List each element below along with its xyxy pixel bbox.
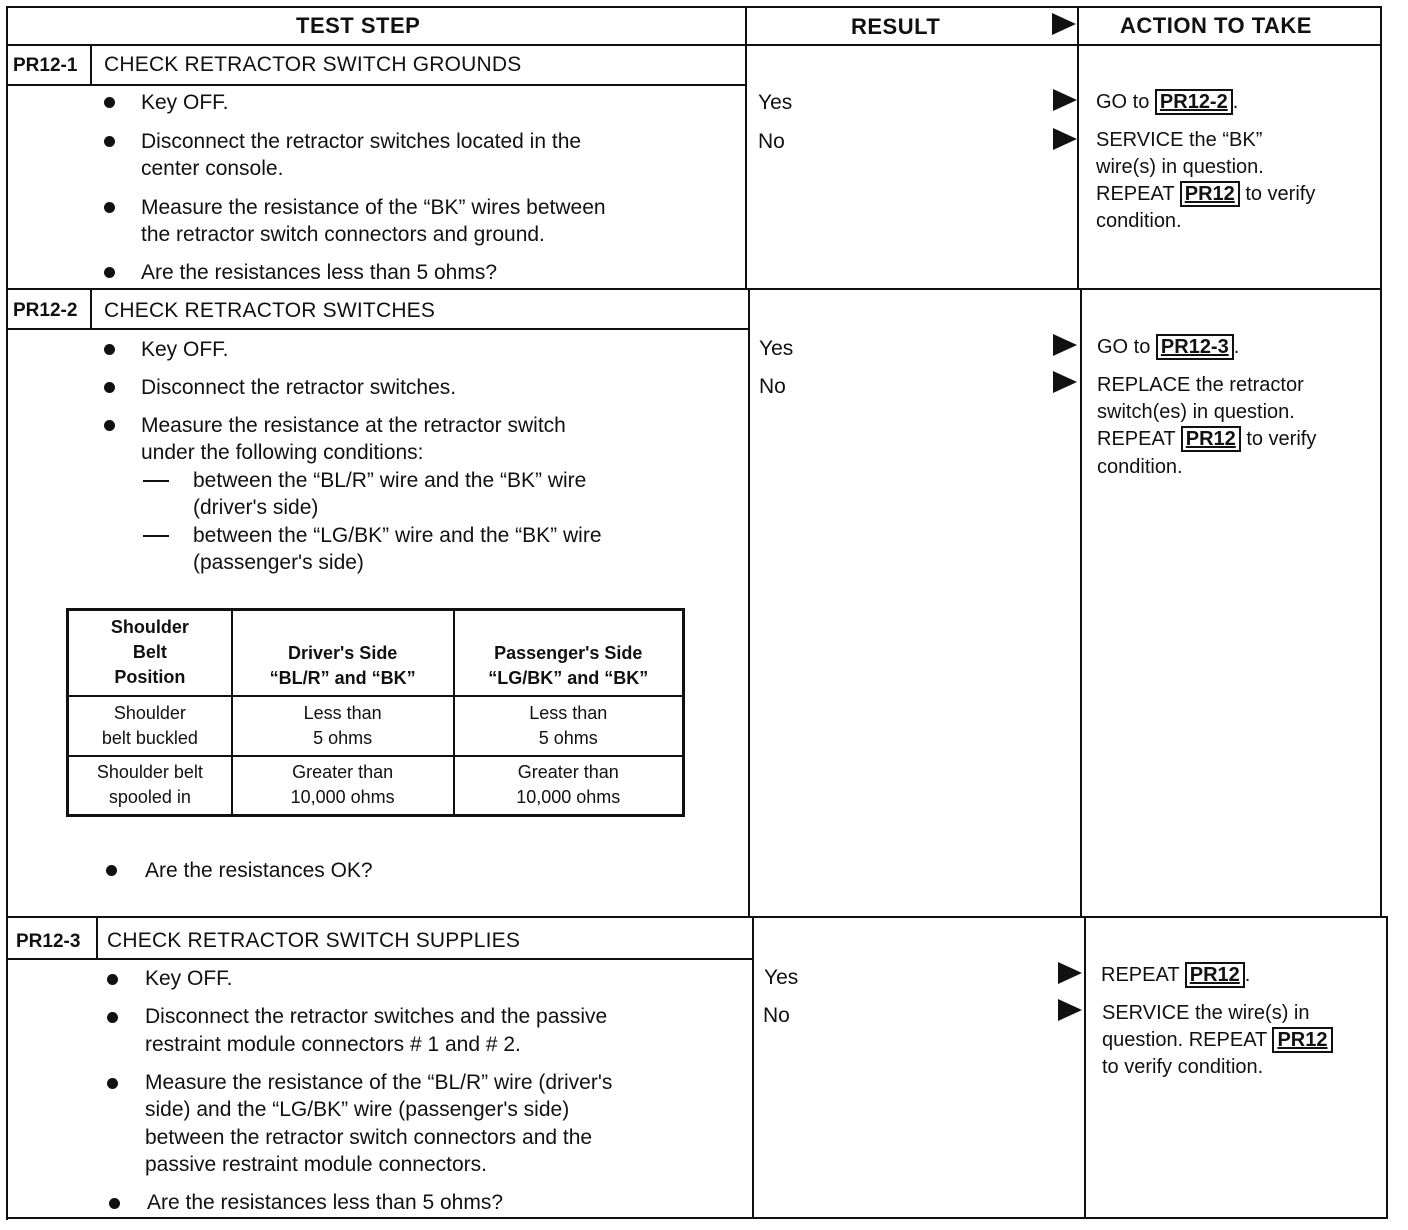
step-instruction: Disconnect the retractor switches and the passive	[145, 1005, 608, 1028]
table-cell-text: 10,000 ohms	[516, 787, 621, 808]
table-cell-text: Less than	[529, 702, 608, 723]
result-yes: Yes	[759, 337, 794, 360]
step-reference: PR12	[1180, 181, 1240, 207]
dash-icon	[143, 535, 169, 537]
step-reference: PR12-3	[1156, 334, 1234, 360]
bullet-icon	[104, 382, 115, 393]
step-id: PR12-2	[13, 300, 78, 321]
bullet-icon	[107, 1012, 118, 1023]
table-cell	[232, 696, 454, 756]
table-cell-text: Greater than	[517, 762, 619, 783]
step1-id-divider	[90, 46, 92, 84]
step1-bottom-line	[6, 288, 1382, 290]
step-instruction: Disconnect the retractor switches located in the	[141, 130, 582, 153]
arrow-icon	[1053, 371, 1077, 393]
arrow-icon	[1058, 999, 1082, 1021]
col-divider-action	[1077, 6, 1079, 290]
step-title: CHECK RETRACTOR SWITCHES	[104, 299, 436, 322]
action-repeat-line	[1097, 426, 1316, 453]
table-cell	[232, 756, 454, 816]
arrow-icon	[1058, 962, 1082, 984]
action-no-line: SERVICE the wire(s) in	[1102, 1002, 1310, 1024]
table-header-text: Passenger's Side	[494, 642, 643, 663]
step3-id-divider	[96, 918, 98, 958]
table-header-cell	[232, 610, 454, 696]
table-header-cell	[454, 610, 684, 696]
step-instruction: Disconnect the retractor switches.	[141, 376, 457, 399]
result-yes: Yes	[764, 966, 799, 989]
step-instruction: Key OFF.	[145, 967, 233, 990]
bottom-border	[6, 1217, 1388, 1219]
condition-line: (passenger's side)	[193, 551, 364, 574]
header-result: RESULT	[851, 14, 941, 39]
step-title: CHECK RETRACTOR SWITCH SUPPLIES	[107, 929, 521, 952]
step-question: Are the resistances less than 5 ohms?	[147, 1191, 504, 1214]
bullet-icon	[104, 420, 115, 431]
table-cell-text: 5 ohms	[538, 727, 598, 748]
action-no-line: condition.	[1096, 210, 1182, 232]
step-instruction: Measure the resistance of the “BL/R” wire (driver's	[145, 1071, 613, 1094]
table-cell-text: Shoulder belt	[96, 762, 203, 783]
bullet-icon	[104, 202, 115, 213]
step3-title-underline	[6, 958, 754, 960]
action-text: .	[1233, 336, 1240, 358]
table-header-cell	[68, 610, 232, 696]
bullet-icon	[109, 1198, 120, 1209]
result-yes: Yes	[758, 91, 793, 114]
action-yes	[1097, 334, 1239, 361]
arrow-icon	[1053, 89, 1077, 111]
table-cell-text: 10,000 ohms	[290, 787, 395, 808]
action-yes	[1101, 962, 1250, 989]
step-reference: PR12	[1181, 426, 1241, 452]
header-test-step: TEST STEP	[296, 13, 421, 38]
step-instruction: the retractor switch connectors and ground.	[141, 223, 545, 246]
arrow-icon	[1053, 128, 1077, 150]
table-cell	[68, 696, 232, 756]
bullet-icon	[104, 136, 115, 147]
step-reference: PR12-2	[1155, 89, 1233, 115]
action-text: REPEAT	[1101, 964, 1185, 986]
table-header-text: Shoulder	[110, 617, 189, 638]
table-row	[68, 756, 684, 816]
action-no-line: condition.	[1097, 456, 1183, 478]
step-instruction: under the following conditions:	[141, 441, 424, 464]
action-no-line: switch(es) in question.	[1097, 401, 1295, 423]
step-id: PR12-3	[16, 931, 81, 952]
action-text: REPEAT	[1097, 428, 1181, 450]
bullet-icon	[106, 865, 117, 876]
action-text: to verify	[1239, 183, 1316, 205]
action-text: to verify	[1240, 428, 1317, 450]
action-no-line: wire(s) in question.	[1096, 156, 1264, 178]
action-text: .	[1244, 964, 1251, 986]
action-text: GO to	[1097, 336, 1156, 358]
action-no-line: REPLACE the retractor	[1097, 374, 1304, 396]
action-repeat-line	[1102, 1027, 1333, 1054]
action-no-line: SERVICE the “BK”	[1096, 129, 1263, 151]
table-cell-text: Less than	[303, 702, 382, 723]
table-header-text: Position	[114, 667, 186, 688]
step-instruction: Measure the resistance of the “BK” wires between	[141, 196, 606, 219]
step2-bottom-line	[6, 916, 1388, 918]
step2-title-underline	[6, 328, 750, 330]
bullet-icon	[104, 267, 115, 278]
step-question: Are the resistances less than 5 ohms?	[141, 261, 498, 284]
bullet-icon	[107, 974, 118, 985]
step-id: PR12-1	[13, 55, 78, 76]
table-header-text: “BL/R” and “BK”	[269, 667, 416, 688]
table-row	[68, 696, 684, 756]
col-divider-result-3	[752, 918, 754, 1218]
bullet-icon	[104, 344, 115, 355]
step-instruction: center console.	[141, 157, 284, 180]
table-header-row	[68, 610, 684, 696]
top-border	[6, 6, 1382, 8]
col-divider-action-3	[1084, 918, 1086, 1218]
condition-line: between the “BL/R” wire and the “BK” wire	[193, 469, 587, 492]
table-cell-text: Greater than	[292, 762, 394, 783]
col-divider-result	[745, 6, 747, 290]
table-header-text: “LG/BK” and “BK”	[488, 667, 649, 688]
step-instruction: passive restraint module connectors.	[145, 1153, 487, 1176]
action-text: question. REPEAT	[1102, 1029, 1273, 1051]
header-bottom-line	[6, 44, 1382, 46]
step-question: Are the resistances OK?	[145, 859, 373, 882]
step-instruction: Measure the resistance at the retractor switch	[141, 414, 566, 437]
bullet-icon	[104, 97, 115, 108]
table-cell-text: 5 ohms	[313, 727, 373, 748]
table-cell-text: spooled in	[108, 787, 191, 808]
col-divider-result-2	[748, 290, 750, 918]
table-cell	[68, 756, 232, 816]
step2-id-divider	[90, 290, 92, 328]
right-border-lower	[1386, 916, 1388, 1218]
step-title: CHECK RETRACTOR SWITCH GROUNDS	[104, 53, 522, 76]
step-instruction: restraint module connectors # 1 and # 2.	[145, 1033, 521, 1056]
action-text: .	[1232, 91, 1239, 113]
step-instruction: between the retractor switch connectors and the	[145, 1126, 593, 1149]
step-instruction: side) and the “LG/BK” wire (passenger's side)	[145, 1098, 570, 1121]
bullet-icon	[107, 1078, 118, 1089]
condition-line: between the “LG/BK” wire and the “BK” wire	[193, 524, 602, 547]
arrow-icon	[1053, 334, 1077, 356]
table-header-text: Belt	[132, 642, 167, 663]
action-text: REPEAT	[1096, 183, 1180, 205]
table-cell-text: belt buckled	[101, 727, 198, 748]
condition-line: (driver's side)	[193, 496, 319, 519]
step-instruction: Key OFF.	[141, 338, 229, 361]
step-reference: PR12	[1272, 1027, 1332, 1053]
result-no: No	[758, 130, 785, 153]
table-cell-text: Shoulder	[113, 702, 186, 723]
table-header-text: Driver's Side	[287, 642, 398, 663]
action-repeat-line	[1096, 181, 1315, 208]
action-yes	[1096, 89, 1238, 116]
result-no: No	[759, 375, 786, 398]
action-no-line: to verify condition.	[1102, 1056, 1264, 1078]
header-arrow-icon	[1052, 13, 1076, 35]
action-text: GO to	[1096, 91, 1155, 113]
step-instruction: Key OFF.	[141, 91, 229, 114]
right-border	[1380, 6, 1382, 916]
result-no: No	[763, 1004, 790, 1027]
left-border	[6, 6, 8, 1220]
dash-icon	[143, 480, 169, 482]
step1-title-underline	[6, 84, 747, 86]
header-action-to-take: ACTION TO TAKE	[1120, 13, 1312, 38]
col-divider-action-2	[1080, 290, 1082, 918]
resistance-spec-table	[66, 608, 685, 817]
step-reference: PR12	[1185, 962, 1245, 988]
table-cell	[454, 756, 684, 816]
table-cell	[454, 696, 684, 756]
